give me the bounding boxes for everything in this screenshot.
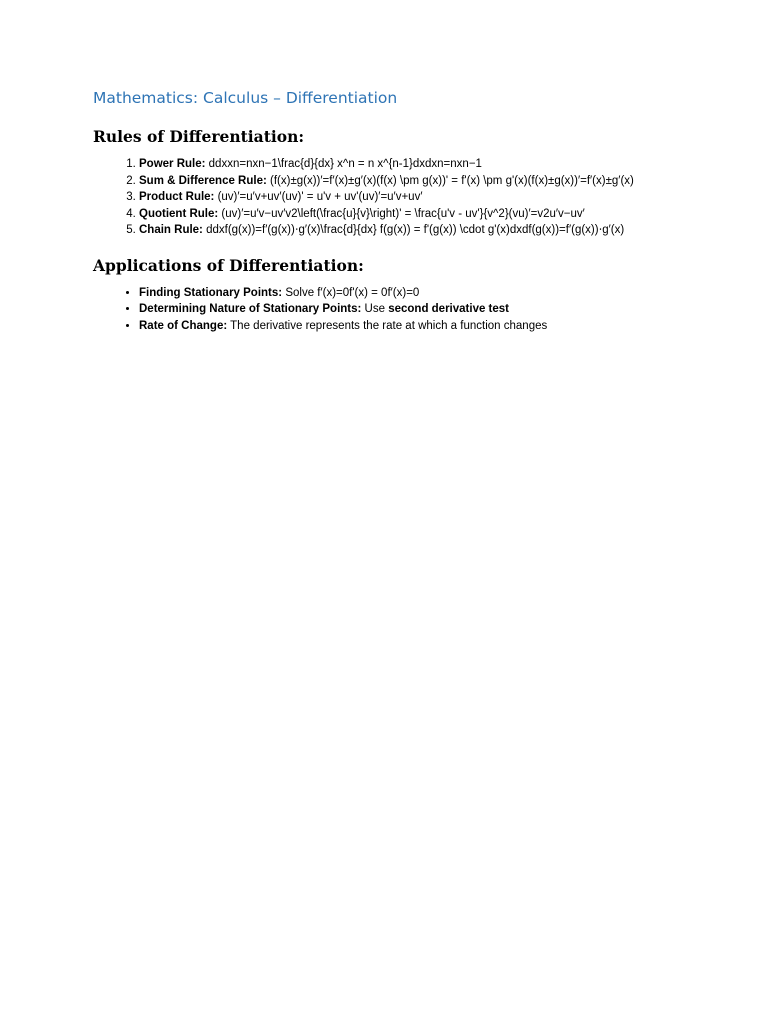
application-emphasis: second derivative test — [388, 303, 510, 315]
rule-label: Quotient Rule: — [139, 207, 219, 220]
document-page — [93, 86, 678, 334]
document-title: Mathematics: Calculus – Differentiation — [93, 89, 398, 107]
list-item — [139, 318, 678, 335]
application-text: The derivative represents the rate at which a function changes — [227, 319, 548, 332]
list-item — [139, 222, 678, 239]
list-item — [139, 301, 678, 318]
rule-label: Chain Rule: — [139, 224, 203, 236]
rule-text: ddxxn=nxn−1\frac{d}{dx} x^n = n x^{n-1}dxdxn=nxn−1 — [205, 158, 482, 170]
application-label: Finding Stationary Points: — [139, 286, 283, 299]
rules-list — [93, 156, 678, 239]
application-label: Rate of Change: — [139, 319, 228, 332]
rules-heading: Rules of Differentiation: — [93, 127, 305, 146]
list-item — [139, 285, 678, 302]
application-text: Use — [361, 303, 389, 315]
rule-text: (uv)′=u′v+uv′(uv)' = u'v + uv'(uv)′=u′v+uv′ — [214, 191, 423, 203]
application-text: Solve f′(x)=0f'(x) = 0f′(x)=0 — [282, 286, 420, 299]
applications-list — [93, 285, 678, 335]
rule-text: ddxf(g(x))=f′(g(x))⋅g′(x)\frac{d}{dx} f(g(x)) = f'(g(x)) \cdot g'(x)dxdf(g(x))=f′(g(x))⋅g′(x) — [202, 224, 625, 236]
application-label: Determining Nature of Stationary Points: — [139, 303, 362, 315]
list-item — [139, 173, 678, 190]
list-item — [139, 156, 678, 173]
rule-text: (uv)′=u′v−uv′v2\left(\frac{u}{v}\right)' = \frac{u'v - uv'}{v^2}(vu)′=v2u′v−uv′ — [218, 207, 585, 220]
rule-label: Sum & Difference Rule: — [139, 174, 267, 187]
list-item — [139, 189, 678, 206]
rule-label: Product Rule: — [139, 191, 215, 203]
applications-heading: Applications of Differentiation: — [93, 255, 364, 275]
rule-label: Power Rule: — [139, 158, 206, 170]
list-item — [139, 206, 678, 223]
rule-text: (f(x)±g(x))′=f′(x)±g′(x)(f(x) \pm g(x))' = f'(x) \pm g'(x)(f(x)±g(x))′=f′(x)±g′(x) — [266, 174, 634, 187]
